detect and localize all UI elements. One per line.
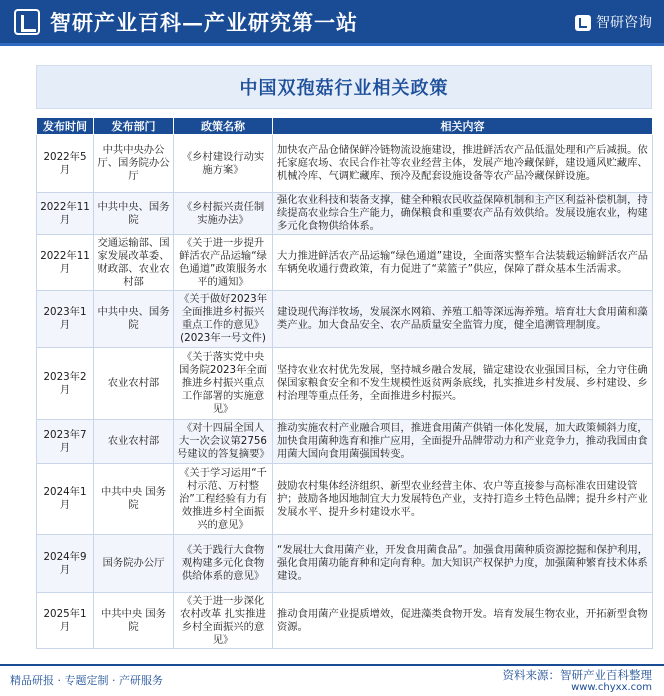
cell-policy-name: 《对十四届全国人大一次会议第2756号建议的答复摘要》 xyxy=(174,420,273,464)
cell-dept: 中共中央 国务院 xyxy=(94,464,174,535)
cell-policy-name: 《乡村振兴责任制实施办法》 xyxy=(174,193,273,235)
cell-content: “发展壮大食用菌产业，开发食用菌食品”。加强食用菌种质资源挖掘和保护利用，强化食用菌功能育种和定向育种。加大知识产权保护力度，加强菌种繁育技术体系建设。 xyxy=(273,535,653,593)
document-title: 中国双孢菇行业相关政策 xyxy=(239,78,449,99)
cell-time: 2023年1月 xyxy=(37,291,94,348)
column-header-content: 相关内容 xyxy=(273,118,653,135)
table-row xyxy=(37,135,653,193)
cell-policy-name: 《关于进一步深化农村改革 扎实推进乡村全面振兴的意见》 xyxy=(174,593,273,649)
table-row xyxy=(37,348,653,420)
policy-table xyxy=(36,117,653,649)
cell-policy-name: 《关于落实党中央国务院2023年全面推进乡村振兴重点工作部署的实施意见》 xyxy=(174,348,273,420)
cell-policy-name: 《关于学习运用“千村示范、万村整治”工程经验有力有效推进乡村全面振兴的意见》 xyxy=(174,464,273,535)
site-title: 智研产业百科—产业研究第一站 xyxy=(50,10,358,35)
cell-policy-name: 《关于做好2023年全面推进乡村振兴重点工作的意见》(2023年一号文件) xyxy=(174,291,273,348)
brand-logo[interactable] xyxy=(575,13,652,33)
cell-dept: 中共中央、国务院 xyxy=(94,193,174,235)
brand-logo-text: 智研咨询 xyxy=(596,15,652,31)
cell-policy-name: 《乡村建设行动实施方案》 xyxy=(174,135,273,193)
header-bar xyxy=(0,0,664,46)
cell-content: 推动食用菌产业提质增效，促进藻类食物开发。培育发展生物农业，开拓新型食物资源。 xyxy=(273,593,653,649)
cell-time: 2022年5月 xyxy=(37,135,94,193)
site-logo-icon xyxy=(14,9,40,35)
cell-dept: 中共中央 国务院 xyxy=(94,593,174,649)
cell-time: 2022年11月 xyxy=(37,235,94,291)
table-header-row xyxy=(37,118,653,135)
document-title-strip xyxy=(36,65,652,109)
cell-content: 鼓励农村集体经济组织、新型农业经营主体、农户等直接参与高标准农田建设管护；鼓励各地因地制宜大力发展特色产业，支持打造乡土特色品牌；提升乡村产业发展水平、提升乡村建设水平。 xyxy=(273,464,653,535)
cell-dept: 农业农村部 xyxy=(94,348,174,420)
cell-content: 强化农业科技和装备支撑，健全种粮农民收益保障机制和主产区利益补偿机制，持续提高农业综合生产能力，确保粮食和重要农产品有效供给。发展设施农业，构建多元化食物供给体系。 xyxy=(273,193,653,235)
cell-dept: 中共中央办公厅、国务院办公厅 xyxy=(94,135,174,193)
cell-content: 加快农产品仓储保鲜冷链物流设施建设，推进鲜活农产品低温处理和产后减损。依托家庭农场、农民合作社等农业经营主体，发展产地冷藏保鲜，建设通风贮藏库、机械冷库、气调贮藏库、预冷及配套设施设备等农产品冷藏保鲜设施。 xyxy=(273,135,653,193)
footer-url[interactable]: www.chyxx.com xyxy=(571,682,652,693)
cell-policy-name: 《关于践行大食物观构建多元化食物供给体系的意见》 xyxy=(174,535,273,593)
footer-tagline: 精品研报 · 专题定制 · 产研服务 xyxy=(10,674,163,687)
cell-time: 2024年1月 xyxy=(37,464,94,535)
table-row xyxy=(37,593,653,649)
footer-bar xyxy=(0,664,664,696)
cell-time: 2023年7月 xyxy=(37,420,94,464)
table-row xyxy=(37,291,653,348)
cell-time: 2022年11月 xyxy=(37,193,94,235)
cell-dept: 交通运输部、国家发展改革委、财政部、农业农村部 xyxy=(94,235,174,291)
cell-dept: 农业农村部 xyxy=(94,420,174,464)
table-row xyxy=(37,193,653,235)
cell-content: 大力推进鲜活农产品运输“绿色通道”建设，全面落实整车合法装载运输鲜活农产品车辆免收通行费政策，有力促进了“菜篮子”供应，保障了群众基本生活需求。 xyxy=(273,235,653,291)
cell-time: 2025年1月 xyxy=(37,593,94,649)
cell-time: 2024年9月 xyxy=(37,535,94,593)
column-header-time: 发布时间 xyxy=(37,118,94,135)
cell-dept: 中共中央、国务院 xyxy=(94,291,174,348)
cell-content: 坚持农业农村优先发展，坚持城乡融合发展，锚定建设农业强国目标，全力守住确保国家粮食安全和不发生规模性返贫两条底线，扎实推进乡村发展、乡村建设、乡村治理等重点任务，全面推进乡村振兴。 xyxy=(273,348,653,420)
cell-time: 2023年2月 xyxy=(37,348,94,420)
table-row xyxy=(37,464,653,535)
table-row xyxy=(37,235,653,291)
brand-logo-icon xyxy=(575,15,591,31)
cell-policy-name: 《关于进一步提升鲜活农产品运输“绿色通道”政策服务水平的通知》 xyxy=(174,235,273,291)
column-header-dept: 发布部门 xyxy=(94,118,174,135)
table-row xyxy=(37,535,653,593)
table-row xyxy=(37,420,653,464)
column-header-name: 政策名称 xyxy=(174,118,273,135)
source-note: 资料来源：智研产业百科整理 xyxy=(502,668,652,682)
cell-content: 建设现代海洋牧场，发展深水网箱、养殖工船等深远海养殖。培育壮大食用菌和藻类产业。加大食品安全、农产品质量安全监管力度，健全追溯管理制度。 xyxy=(273,291,653,348)
cell-content: 推动实施农村产业融合项目，推进食用菌产供销一体化发展，加大政策倾斜力度，加快食用菌种选育和推广应用，全面提升品牌带动力和产业竞争力，推动我国由食用菌大国向食用菌强国转变。 xyxy=(273,420,653,464)
cell-dept: 国务院办公厅 xyxy=(94,535,174,593)
